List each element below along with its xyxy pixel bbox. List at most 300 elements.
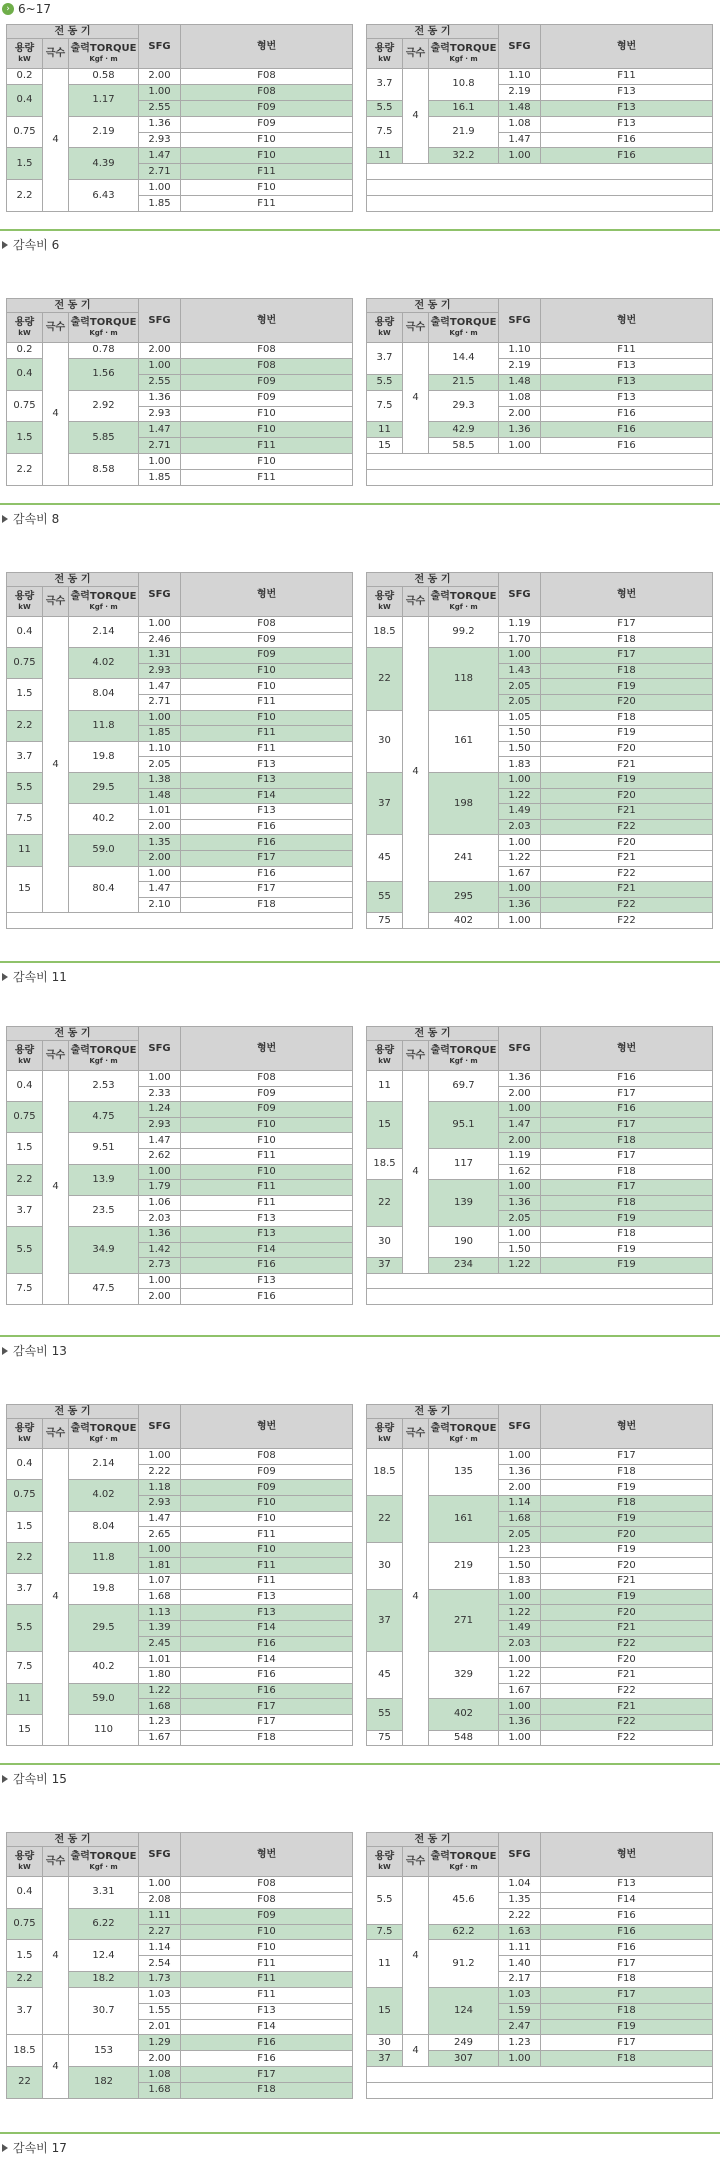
model-cell: F10 [181,132,353,148]
header-motor: 전 동 기 [367,25,499,39]
torque-cell: 19.8 [69,1574,139,1605]
sfg-cell: 1.49 [499,1621,541,1637]
header-sfg: SFG [499,299,541,343]
sfg-cell: 1.85 [139,726,181,742]
capacity-cell: 22 [367,648,403,710]
header-capacity-label: 용량 [374,1423,395,1434]
capacity-cell: 18.5 [367,1148,403,1179]
torque-cell: 2.92 [69,390,139,422]
model-cell: F13 [181,1273,353,1289]
model-cell: F09 [181,632,353,648]
capacity-cell: 0.75 [7,1480,43,1511]
model-cell: F10 [181,663,353,679]
header-torque-label: 출력TORQUE [430,1423,497,1434]
capacity-cell: 5.5 [367,100,403,116]
torque-cell: 10.8 [429,69,499,101]
header-torque-label: 출력TORQUE [70,317,137,328]
model-cell: F11 [181,164,353,180]
header-torque-label: 출력TORQUE [430,317,497,328]
capacity-cell: 0.4 [7,1449,43,1480]
capacity-cell: 11 [367,1940,403,1988]
model-cell: F17 [541,1987,713,2003]
sfg-cell: 2.19 [499,84,541,100]
torque-cell: 135 [429,1449,499,1496]
torque-cell: 402 [429,913,499,929]
model-cell: F13 [181,772,353,788]
header-capacity-label: 용량 [14,1851,35,1862]
header-torque-unit: Kgf · m [449,603,478,611]
torque-cell: 29.5 [69,1605,139,1652]
model-cell: F19 [541,1258,713,1274]
sfg-cell: 1.83 [499,757,541,773]
model-cell: F11 [181,1972,353,1988]
torque-cell: 153 [69,2035,139,2067]
table-row [367,343,713,359]
sfg-cell: 1.50 [499,1558,541,1574]
sfg-cell: 2.01 [139,2019,181,2035]
model-cell: F09 [181,1464,353,1480]
sfg-cell: 1.36 [499,1714,541,1730]
model-cell: F18 [181,2082,353,2098]
capacity-cell: 7.5 [7,1652,43,1683]
torque-cell: 4.75 [69,1102,139,1133]
header-poles: 극수 [43,1847,69,1877]
section-divider [0,2132,720,2134]
torque-cell: 11.8 [69,710,139,741]
header-torque [69,39,139,69]
header-capacity-label: 용량 [14,317,35,328]
torque-cell: 62.2 [429,1924,499,1940]
header-model: 형번 [541,573,713,617]
ratio-label [2,968,67,985]
sfg-cell: 2.00 [499,1480,541,1496]
model-cell: F13 [181,757,353,773]
header-torque [69,1419,139,1449]
torque-cell: 4.02 [69,648,139,679]
model-cell: F09 [181,1480,353,1496]
table-row [367,617,713,633]
triangle-bullet-icon [2,1775,8,1783]
spec-table-ratio-left [6,1832,353,2099]
model-cell: F14 [181,788,353,804]
sfg-cell: 1.00 [139,617,181,633]
sfg-cell: 2.55 [139,374,181,390]
model-cell: F19 [541,726,713,742]
ratio-label [2,2139,67,2156]
model-cell: F19 [541,1511,713,1527]
torque-cell: 58.5 [429,438,499,454]
header-capacity [367,39,403,69]
torque-cell: 45.6 [429,1877,499,1925]
torque-cell: 1.17 [69,84,139,116]
sfg-cell: 1.03 [139,1987,181,2003]
sfg-cell: 1.00 [139,1164,181,1180]
sfg-cell: 1.48 [499,374,541,390]
model-cell: F16 [541,148,713,164]
torque-cell: 12.4 [69,1940,139,1972]
spec-table-ratio-left [6,24,353,212]
sfg-cell: 1.85 [139,470,181,486]
torque-cell: 6.22 [69,1908,139,1940]
triangle-bullet-icon [2,1347,8,1355]
capacity-cell: 5.5 [7,1605,43,1652]
header-model: 형번 [181,299,353,343]
model-cell: F10 [181,1117,353,1133]
blank-cell [367,164,713,180]
sfg-cell: 1.14 [139,1940,181,1956]
model-cell: F22 [541,866,713,882]
header-poles: 극수 [403,1847,429,1877]
header-torque-unit: Kgf · m [449,1057,478,1065]
header-torque [69,1041,139,1071]
sfg-cell: 1.06 [139,1195,181,1211]
model-cell: F11 [181,741,353,757]
model-cell: F13 [541,358,713,374]
triangle-bullet-icon [2,2144,8,2152]
header-poles: 극수 [403,313,429,343]
capacity-cell: 15 [367,1102,403,1149]
sfg-cell: 1.08 [139,2067,181,2083]
capacity-cell: 18.5 [7,2035,43,2067]
sfg-cell: 1.36 [499,1071,541,1087]
header-motor: 전 동 기 [367,573,499,587]
spec-table-ratio-left [6,1026,353,1305]
model-cell: F16 [181,1636,353,1652]
sfg-cell: 2.71 [139,164,181,180]
blank-cell [367,2067,713,2083]
model-cell: F21 [541,1667,713,1683]
torque-cell: 139 [429,1180,499,1227]
capacity-cell: 2.2 [7,454,43,486]
capacity-cell: 30 [367,710,403,772]
capacity-cell: 22 [7,2067,43,2099]
capacity-cell: 5.5 [7,1226,43,1273]
sfg-cell: 1.00 [499,1180,541,1196]
capacity-cell: 7.5 [367,390,403,422]
capacity-cell: 0.75 [7,648,43,679]
sfg-cell: 1.00 [499,772,541,788]
model-cell: F22 [541,1683,713,1699]
ratio-label-text: 감속비 6 [13,238,60,252]
model-cell: F13 [181,804,353,820]
capacity-cell: 37 [367,1258,403,1274]
sfg-cell: 1.00 [499,1730,541,1746]
model-cell: F17 [541,2035,713,2051]
torque-cell: 307 [429,2051,499,2067]
blank-row [367,2082,713,2098]
table-row [7,2035,353,2051]
capacity-cell: 11 [367,422,403,438]
sfg-cell: 1.36 [499,422,541,438]
header-model: 형번 [181,1833,353,1877]
sfg-cell: 1.68 [499,1511,541,1527]
sfg-cell: 2.05 [499,679,541,695]
table-row [367,2035,713,2051]
sfg-cell: 1.19 [499,617,541,633]
sfg-cell: 2.08 [139,1892,181,1908]
capacity-cell: 0.2 [7,343,43,359]
sfg-cell: 1.36 [499,1464,541,1480]
model-cell: F13 [181,1605,353,1621]
sfg-cell: 1.05 [499,710,541,726]
capacity-cell: 2.2 [7,710,43,741]
capacity-cell: 15 [7,866,43,913]
model-cell: F10 [181,148,353,164]
header-sfg: SFG [139,1027,181,1071]
model-cell: F16 [181,1667,353,1683]
model-cell: F13 [181,2003,353,2019]
model-cell: F19 [541,772,713,788]
section-divider [0,961,720,963]
sfg-cell: 1.48 [139,788,181,804]
sfg-cell: 2.00 [499,406,541,422]
model-cell: F10 [181,710,353,726]
sfg-cell: 2.93 [139,663,181,679]
sfg-cell: 1.00 [139,1449,181,1465]
sfg-cell: 1.10 [139,741,181,757]
sfg-cell: 1.35 [499,1892,541,1908]
section-divider [0,1335,720,1337]
sfg-cell: 1.00 [499,1652,541,1668]
model-cell: F18 [181,897,353,913]
model-cell: F17 [541,1180,713,1196]
model-cell: F17 [541,648,713,664]
model-cell: F14 [541,1892,713,1908]
model-cell: F19 [541,2019,713,2035]
sfg-cell: 1.13 [139,1605,181,1621]
model-cell: F10 [181,180,353,196]
header-capacity [367,313,403,343]
capacity-cell: 0.75 [7,116,43,148]
model-cell: F17 [541,617,713,633]
sfg-cell: 1.73 [139,1972,181,1988]
model-cell: F19 [541,1589,713,1605]
header-torque-unit: Kgf · m [89,603,118,611]
header-motor: 전 동 기 [7,1405,139,1419]
torque-cell: 34.9 [69,1226,139,1273]
capacity-cell: 0.75 [7,1102,43,1133]
model-cell: F11 [181,1148,353,1164]
capacity-cell: 22 [367,1180,403,1227]
model-cell: F13 [181,1226,353,1242]
capacity-cell: 37 [367,772,403,834]
torque-cell: 21.5 [429,374,499,390]
model-cell: F21 [541,804,713,820]
header-torque [429,1847,499,1877]
capacity-cell: 5.5 [367,1877,403,1925]
model-cell: F20 [541,1558,713,1574]
sfg-cell: 1.00 [499,648,541,664]
sfg-cell: 2.05 [499,1527,541,1543]
torque-cell: 40.2 [69,1652,139,1683]
model-cell: F17 [541,1449,713,1465]
table-row [7,1071,353,1087]
model-cell: F17 [181,850,353,866]
model-cell: F13 [541,100,713,116]
capacity-cell: 1.5 [7,422,43,454]
model-cell: F17 [181,882,353,898]
header-kw-unit: kW [378,603,391,611]
header-model: 형번 [541,1027,713,1071]
header-torque-label: 출력TORQUE [70,1423,137,1434]
model-cell: F17 [181,1714,353,1730]
header-capacity [7,587,43,617]
model-cell: F17 [541,1086,713,1102]
poles-cell: 4 [403,343,429,454]
poles-cell: 4 [403,1877,429,2035]
table-row [7,343,353,359]
header-torque [69,313,139,343]
model-cell: F21 [541,850,713,866]
poles-cell: 4 [43,1877,69,2035]
model-cell: F10 [181,454,353,470]
sfg-cell: 1.00 [139,1877,181,1893]
sfg-cell: 2.00 [139,69,181,85]
capacity-cell: 75 [367,1730,403,1746]
capacity-cell: 1.5 [7,148,43,180]
capacity-cell: 18.5 [367,617,403,648]
sfg-cell: 1.67 [139,1730,181,1746]
model-cell: F18 [541,1226,713,1242]
table-row [367,69,713,85]
model-cell: F13 [541,84,713,100]
blank-row [367,180,713,196]
model-cell: F17 [181,1699,353,1715]
header-kw-unit: kW [18,55,31,63]
ratio-label-text: 감속비 13 [13,1344,67,1358]
table-row [7,1877,353,1893]
torque-cell: 29.3 [429,390,499,422]
header-sfg: SFG [499,1027,541,1071]
sfg-cell: 1.68 [139,2082,181,2098]
model-cell: F14 [181,1621,353,1637]
model-cell: F22 [541,897,713,913]
header-kw-unit: kW [378,55,391,63]
model-cell: F18 [541,1972,713,1988]
header-sfg: SFG [139,573,181,617]
capacity-cell: 15 [7,1714,43,1745]
table-row [7,69,353,85]
table-row [367,1071,713,1087]
model-cell: F17 [541,1956,713,1972]
header-torque-unit: Kgf · m [449,1435,478,1443]
header-capacity-label: 용량 [374,43,395,54]
capacity-cell: 11 [367,148,403,164]
torque-cell: 80.4 [69,866,139,913]
sfg-cell: 2.00 [139,819,181,835]
model-cell: F10 [181,1133,353,1149]
sfg-cell: 1.08 [499,390,541,406]
sfg-cell: 1.11 [139,1908,181,1924]
sfg-cell: 1.00 [139,1273,181,1289]
sfg-cell: 2.93 [139,1117,181,1133]
sfg-cell: 1.36 [499,1195,541,1211]
torque-cell: 8.58 [69,454,139,486]
sfg-cell: 1.03 [499,1987,541,2003]
header-sfg: SFG [139,299,181,343]
header-capacity [367,1041,403,1071]
torque-cell: 3.31 [69,1877,139,1909]
blank-row [367,164,713,180]
header-torque-unit: Kgf · m [89,1435,118,1443]
header-poles: 극수 [43,1419,69,1449]
model-cell: F16 [541,438,713,454]
model-cell: F16 [541,422,713,438]
sfg-cell: 2.00 [499,1133,541,1149]
model-cell: F19 [541,679,713,695]
header-model: 형번 [181,573,353,617]
torque-cell: 4.39 [69,148,139,180]
model-cell: F22 [541,913,713,929]
model-cell: F08 [181,1892,353,1908]
header-capacity-label: 용량 [14,1045,35,1056]
model-cell: F22 [541,1730,713,1746]
header-torque [429,587,499,617]
model-cell: F10 [181,1495,353,1511]
header-capacity [7,1041,43,1071]
spec-table-ratio-left [6,572,353,929]
spec-table-ratio-right [366,24,713,212]
header-torque-label: 출력TORQUE [70,591,137,602]
capacity-cell: 22 [367,1495,403,1542]
model-cell: F11 [181,1180,353,1196]
sfg-cell: 1.00 [499,148,541,164]
capacity-cell: 18.5 [367,1449,403,1496]
header-model: 형번 [541,25,713,69]
torque-cell: 2.19 [69,116,139,148]
capacity-cell: 0.4 [7,84,43,116]
sfg-cell: 1.67 [499,1683,541,1699]
header-torque [429,1419,499,1449]
torque-cell: 4.02 [69,1480,139,1511]
sfg-cell: 2.03 [499,1636,541,1652]
ratio-label [2,1342,67,1359]
sfg-cell: 1.47 [139,1133,181,1149]
capacity-cell: 2.2 [7,1164,43,1195]
sfg-cell: 2.17 [499,1972,541,1988]
header-poles: 극수 [403,1041,429,1071]
sfg-cell: 1.22 [499,1258,541,1274]
torque-cell: 110 [69,1714,139,1745]
header-kw-unit: kW [378,1435,391,1443]
header-capacity-label: 용량 [374,1045,395,1056]
sfg-cell: 2.05 [499,1211,541,1227]
header-kw-unit: kW [18,1435,31,1443]
capacity-cell: 37 [367,1589,403,1652]
torque-cell: 18.2 [69,1972,139,1988]
sfg-cell: 2.71 [139,438,181,454]
model-cell: F20 [541,788,713,804]
torque-cell: 402 [429,1699,499,1730]
sfg-cell: 1.00 [499,1699,541,1715]
torque-cell: 295 [429,882,499,913]
capacity-cell: 11 [367,1071,403,1102]
header-motor: 전 동 기 [367,1405,499,1419]
section-divider [0,503,720,505]
header-model: 형번 [541,1405,713,1449]
header-motor: 전 동 기 [367,1833,499,1847]
torque-cell: 8.04 [69,679,139,710]
model-cell: F10 [181,1940,353,1956]
sfg-cell: 1.18 [139,1480,181,1496]
model-cell: F22 [541,1636,713,1652]
ratio-label [2,236,59,253]
model-cell: F08 [181,69,353,85]
sfg-cell: 1.83 [499,1574,541,1590]
blank-cell [367,1273,713,1289]
sfg-cell: 1.47 [139,882,181,898]
sfg-cell: 1.50 [499,741,541,757]
